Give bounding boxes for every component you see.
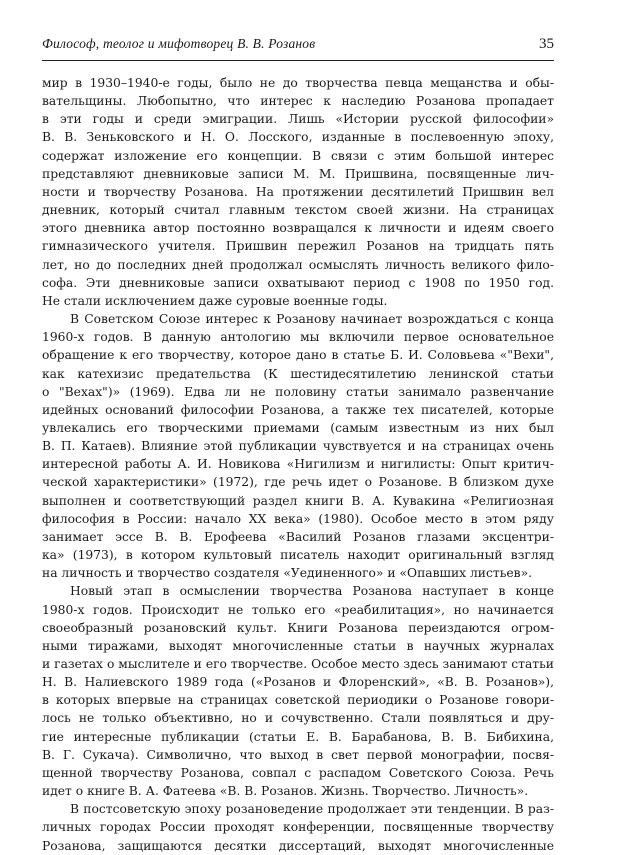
text-line: ческой характеристики» (1972), где речь идет о Розанове. В близком духе — [42, 475, 554, 490]
text-line: представляют дневниковые записи М. М. Пришвина, посвященные лич- — [42, 166, 554, 181]
text-line: ности и творчеству Розанова. На протяжении десятилетий Пришвин вел — [42, 184, 554, 199]
text-line: В. П. Катаев). Влияние этой публикации чувствуется и на страницах очень — [42, 439, 554, 454]
text-line: Н. В. Налиевского 1989 года («Розанов и Флоренский», «В. В. Розанов»), — [42, 675, 554, 690]
text-line: 1960-х годов. В данную антологию мы включили первое основательное — [42, 330, 554, 345]
header-rule — [42, 60, 554, 61]
text-line: личных городах России проходят конференции, посвященные творчеству — [42, 820, 554, 835]
text-line: Розанова, защищаются десятки диссертаций, выходят многочисленные — [42, 838, 554, 853]
text-line: дневник, который считал главным текстом своей жизни. На страницах — [42, 203, 554, 218]
text-line: В. В. Зеньковского и Н. О. Лосского, изданные в послевоенную эпоху, — [42, 130, 554, 145]
page-header — [42, 36, 554, 56]
paragraph — [42, 800, 554, 854]
text-line: идейных оснований философии Розанова, а также тех писателей, которые — [42, 402, 554, 417]
text-line: о "Вехах")» (1969). Едва ли не половину статьи занимало развенчание — [42, 384, 554, 399]
text-line: занимает эссе В. В. Ерофеева «Василий Розанов глазами эксцентри- — [42, 529, 554, 544]
text-line: интересной работы А. И. Новикова «Нигилизм и нигилисты: Опыт критич- — [42, 457, 554, 472]
text-line: 1980-х годов. Происходит не только его «реабилитация», но начинается — [42, 602, 554, 617]
text-line: выполнен и соответствующий раздел книги В. А. Кувакина «Религиозная — [42, 493, 554, 508]
text-line: содержат изложение его концепции. В связи с этим большой интерес — [42, 148, 554, 163]
text-line: как катехизис предательства (К шестидесятилетию ленинской статьи — [42, 366, 554, 381]
text-line: ка» (1973), в котором культовый писатель находит оригинальный взгляд — [42, 548, 554, 563]
text-line: гие интересные публикации (статьи Е. В. Барабанова, В. В. Бибихина, — [42, 729, 554, 744]
text-line: софа. Эти дневниковые записи охватывают период с 1908 по 1950 год. — [42, 275, 554, 290]
text-line: обращение к его творчеству, которое дано в статье Б. И. Соловьева «"Вехи", — [42, 348, 554, 363]
text-line: Не стали исключением даже суровые военные годы. — [42, 293, 388, 308]
text-line: этого дневника автор постоянно возвращался к личности и идеям своего — [42, 221, 554, 236]
text-line: своеобразный розановский культ. Книги Розанова переиздаются огром- — [42, 620, 554, 635]
text-line: и газетах о мыслителе и его творчестве. Особое место здесь занимают статьи — [42, 657, 554, 671]
text-line: лет, но до последних дней продолжал осмыслять личность великого фило- — [42, 257, 554, 272]
text-line: В Советском Союзе интерес к Розанову начинает возрождаться с конца — [70, 312, 554, 327]
text-line: В. Г. Сукача). Символично, что выход в свет первой монографии, посвя- — [42, 747, 554, 762]
text-line: вательщины. Любопытно, что интерес к наследию Розанова пропадает — [42, 94, 554, 109]
paragraph — [42, 582, 554, 800]
running-head: Философ, теолог и мифотворец В. В. Розанов — [42, 36, 316, 51]
page-number: 35 — [539, 36, 554, 52]
text-line: лось не только объективно, но и сочувственно. Стали появляться и дру- — [42, 711, 554, 726]
text-line: в эти годы и среди эмиграции. Лишь «Истории русской философии» — [42, 112, 554, 127]
text-line: щенной творчеству Розанова, совпал с распадом Советского Союза. Речь — [42, 765, 554, 780]
text-line: идет о книге В. А. Фатеева «В. В. Розанов. Жизнь. Творчество. Личность». — [42, 784, 529, 799]
text-line: Новый этап в осмыслении творчества Розанова наступает в конце — [70, 584, 554, 599]
text-line: ными тиражами, выходят многочисленные статьи в научных журналах — [42, 638, 554, 653]
body-text — [42, 74, 554, 855]
text-line: В постсоветскую эпоху розановедение продолжает эти тенденции. В раз- — [70, 802, 554, 817]
text-line: увлекались его творческими приемами (самым известным из них был — [42, 420, 554, 435]
text-line: на личность и творчество создателя «Уединенного» и «Опавших листьев». — [42, 566, 533, 581]
text-line: мир в 1930–1940-е годы, было не до творчества певца мещанства и обы- — [42, 76, 554, 90]
paragraph — [42, 310, 554, 582]
text-line: гимназического учителя. Пришвин пережил Розанов на тридцать пять — [42, 239, 554, 254]
text-line: в которых впервые на страницах советской периодики о Розанове говори- — [42, 693, 554, 708]
text-line: философия в России: начало XX века» (1980). Особое место в этом ряду — [42, 511, 554, 526]
paragraph — [42, 74, 554, 310]
